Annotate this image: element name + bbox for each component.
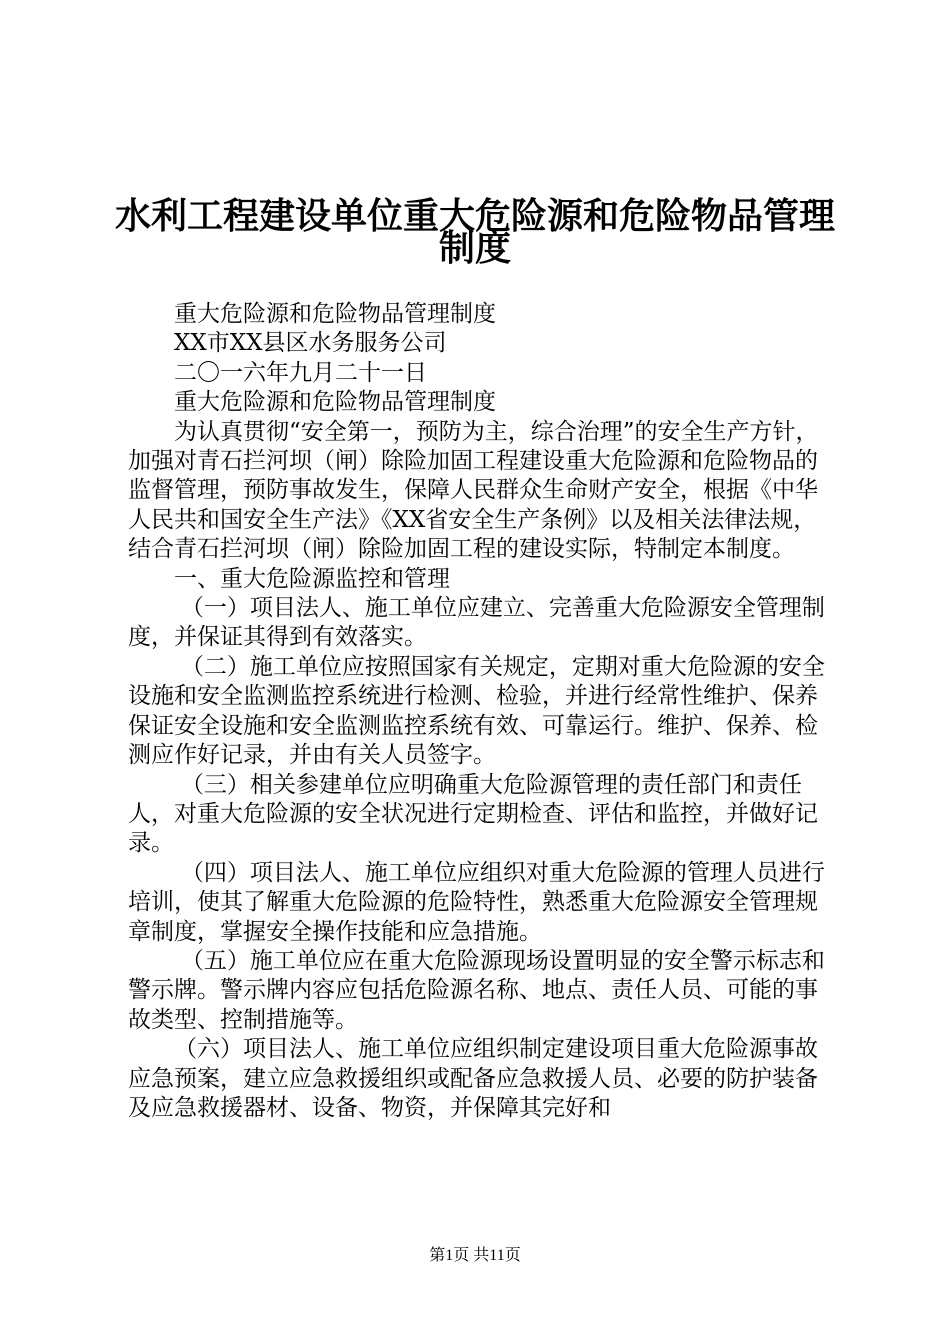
document-title-line2: 制度 [438, 228, 511, 269]
clause-paragraph: （三）相关参建单位应明确重大危险源管理的责任部门和责任人，对重大危险源的安全状况进行定期检查、评估和监控，并做好记录。 [128, 771, 818, 857]
clause-paragraph: （四）项目法人、施工单位应组织对重大危险源的管理人员进行培训，使其了解重大危险源的危险特性，熟悉重大危险源安全管理规章制度，掌握安全操作技能和应急措施。 [128, 859, 825, 945]
organization: XX市XX县区水务服务公司 [174, 330, 447, 357]
clause-paragraph: （一）项目法人、施工单位应建立、完善重大危险源安全管理制度，并保证其得到有效落实。 [128, 595, 825, 651]
subtitle: 重大危险源和危险物品管理制度 [174, 301, 496, 327]
document-body [128, 300, 832, 1123]
page-footer: 第1页 共11页 [429, 1247, 521, 1264]
clause-paragraph: （二）施工单位应按照国家有关规定，定期对重大危险源的安全设施和安全监测监控系统进行检测、检验，并进行经常性维护、保养保证安全设施和安全监测监控系统有效、可靠运行。维护、保养、检测应作好记录，并由有关人员签字。 [128, 653, 825, 769]
document-date: 二〇一六年九月二十一日 [174, 359, 427, 386]
clause-paragraph: （五）施工单位应在重大危险源现场设置明显的安全警示标志和警示牌。警示牌内容应包括危险源名称、地点、责任人员、可能的事故类型、控制措施等。 [128, 947, 825, 1033]
subtitle-repeat: 重大危险源和危险物品管理制度 [174, 389, 496, 416]
intro-paragraph: 为认真贯彻“安全第一，预防为主，综合治理”的安全生产方针，加强对青石拦河坝（闸）除险加固工程建设重大危险源和危险物品的监督管理，预防事故发生，保障人民群众生命财产安全，根据《中华人民共和国安全生产法》《XX省安全生产条例》以及相关法律法规，结合青石拦河坝（闸）除险加固工程的建设实际，特制定本制度。 [128, 418, 819, 563]
document-title-line1: 水利工程建设单位重大危险源和危险物品管理 [114, 196, 835, 237]
clause-paragraph: （六）项目法人、施工单位应组织制定建设项目重大危险源事故应急预案，建立应急救援组织或配备应急救援人员、必要的防护装备及应急救援器材、设备、物资，并保障其完好和 [128, 1036, 818, 1121]
section-heading: 一、重大危险源监控和管理 [174, 565, 450, 592]
